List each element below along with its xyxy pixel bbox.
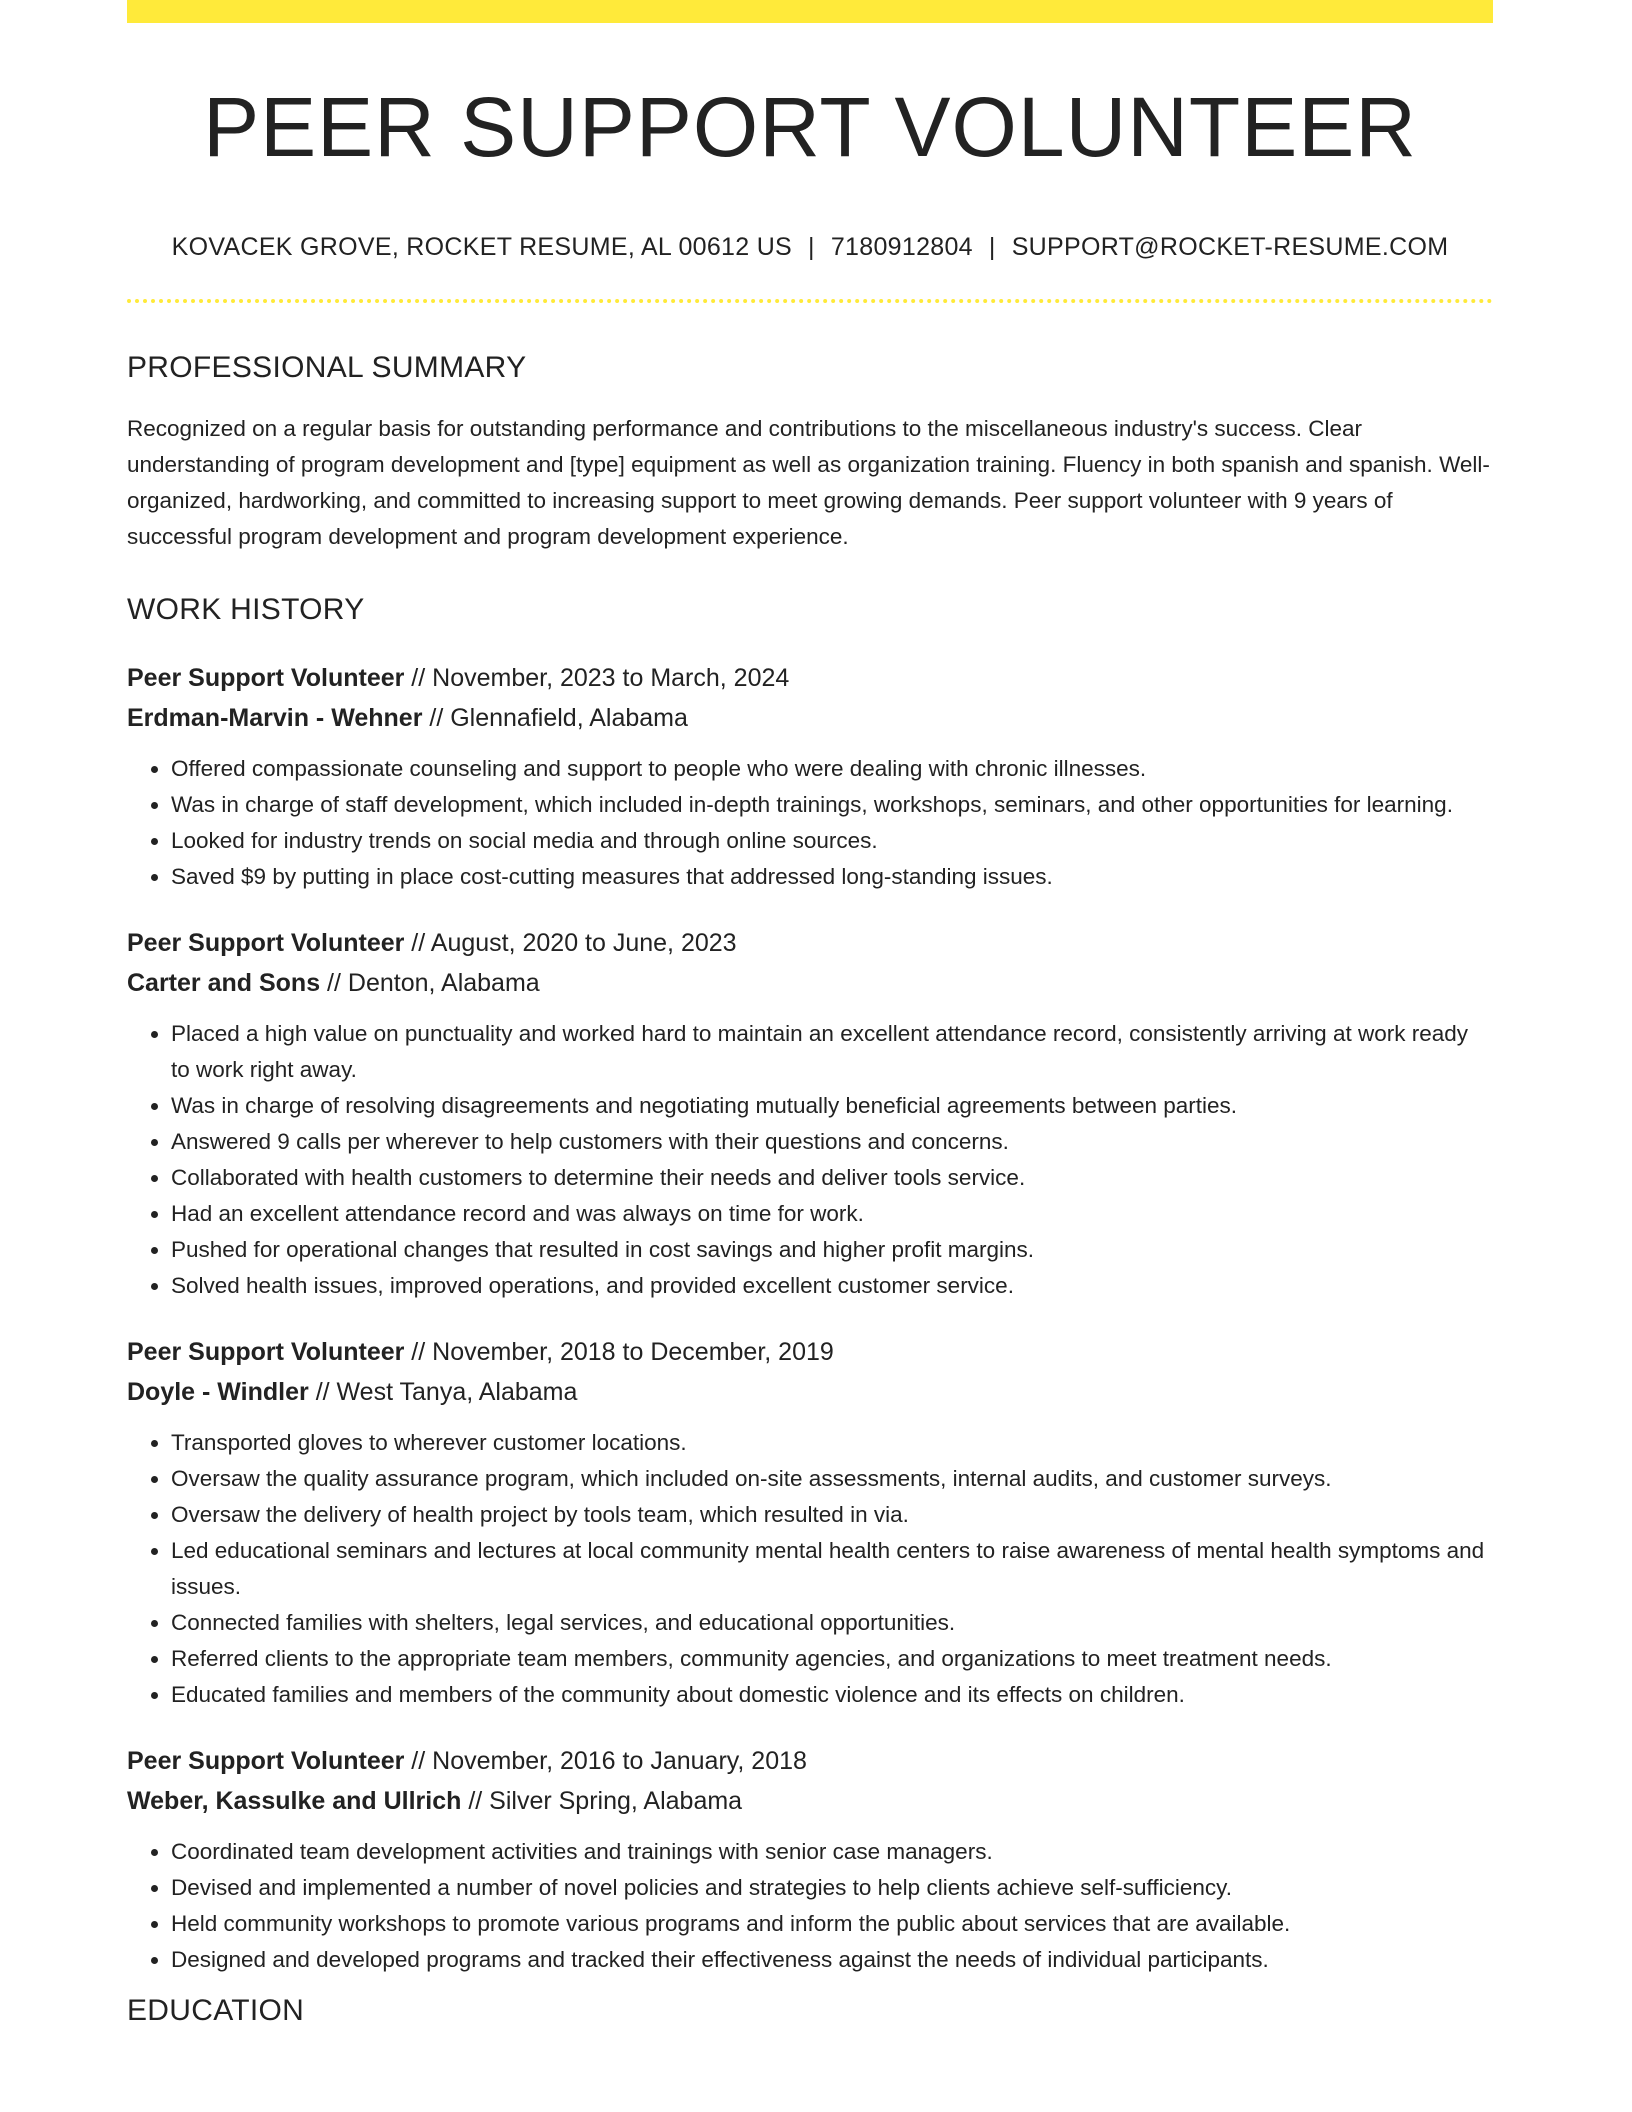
job-title-line (127, 658, 1493, 698)
job-bullet: • Led educational seminars and lectures at local community mental health centers to raise awareness of mental health symptoms and issues. (171, 1533, 1493, 1605)
job-bullet: • Looked for industry trends on social media and through online sources. (171, 823, 1493, 859)
job-location: // Denton, Alabama (320, 969, 540, 997)
job-company: Erdman-Marvin - Wehner (127, 704, 423, 732)
job-title: Peer Support Volunteer (127, 1747, 405, 1775)
work-history-list (127, 658, 1493, 1978)
job-title-line (127, 923, 1493, 963)
job-bullet: • Had an excellent attendance record and was always on time for work. (171, 1196, 1493, 1232)
job-company-line (127, 963, 1493, 1003)
job-company-line (127, 1781, 1493, 1821)
job-title-line (127, 1332, 1493, 1372)
job-entry (127, 658, 1493, 895)
job-bullet: • Answered 9 calls per wherever to help customers with their questions and concerns. (171, 1124, 1493, 1160)
job-bullets (127, 751, 1493, 895)
job-bullet: • Pushed for operational changes that resulted in cost savings and higher profit margins. (171, 1232, 1493, 1268)
job-company: Weber, Kassulke and Ullrich (127, 1787, 462, 1815)
job-entry (127, 923, 1493, 1304)
job-bullet: • Offered compassionate counseling and support to people who were dealing with chronic illnesses. (171, 751, 1493, 787)
job-bullet: • Designed and developed programs and tracked their effectiveness against the needs of individual participants. (171, 1942, 1493, 1978)
contact-email: SUPPORT@ROCKET-RESUME.COM (1011, 233, 1449, 261)
contact-line (127, 235, 1493, 260)
job-location: // Glennafield, Alabama (422, 704, 688, 732)
accent-bar (127, 0, 1493, 23)
job-company-line (127, 1372, 1493, 1412)
job-bullet: • Coordinated team development activities and trainings with senior case managers. (171, 1834, 1493, 1870)
education-heading: EDUCATION (127, 1994, 305, 2027)
job-company-line (127, 698, 1493, 738)
job-bullet: • Collaborated with health customers to determine their needs and deliver tools service. (171, 1160, 1493, 1196)
work-history-heading: WORK HISTORY (127, 593, 365, 626)
job-location: // Silver Spring, Alabama (461, 1787, 743, 1815)
summary-text: Recognized on a regular basis for outstanding performance and contributions to the miscellaneous industry's success. Clear understanding of program development and [type] equipment as well as organization training. Fluency in both spanish and spanish. Well-organized, hardworking, and committed to increasing support to meet growing demands. Peer support volunteer with 9 years of successful program development and program development experience. (127, 416, 1490, 549)
job-bullets (127, 1425, 1493, 1713)
job-title-line (127, 1741, 1493, 1781)
job-title: Peer Support Volunteer (127, 929, 405, 957)
contact-address: KOVACEK GROVE, ROCKET RESUME, AL 00612 US (171, 233, 793, 261)
job-bullets (127, 1016, 1493, 1304)
job-title: Peer Support Volunteer (127, 1338, 405, 1366)
job-bullet: • Connected families with shelters, legal services, and educational opportunities. (171, 1605, 1493, 1641)
job-bullet: • Was in charge of staff development, which included in-depth trainings, workshops, seminars, and other opportunities for learning. (171, 787, 1493, 823)
job-bullet: • Referred clients to the appropriate team members, community agencies, and organizations to meet treatment needs. (171, 1641, 1493, 1677)
job-title: Peer Support Volunteer (127, 664, 405, 692)
contact-phone: 7180912804 (830, 233, 973, 261)
job-bullet: • Placed a high value on punctuality and worked hard to maintain an excellent attendance record, consistently arriving at work ready to work right away. (171, 1016, 1493, 1088)
job-bullet: • Held community workshops to promote various programs and inform the public about services that are available. (171, 1906, 1493, 1942)
job-bullet: • Oversaw the quality assurance program, which included on-site assessments, internal audits, and customer surveys. (171, 1461, 1493, 1497)
contact-separator: | (808, 233, 815, 261)
job-dates: // August, 2020 to June, 2023 (404, 929, 737, 957)
job-bullet: • Devised and implemented a number of novel policies and strategies to help clients achieve self-sufficiency. (171, 1870, 1493, 1906)
job-dates: // November, 2018 to December, 2019 (404, 1338, 834, 1366)
job-bullet: • Oversaw the delivery of health project by tools team, which resulted in via. (171, 1497, 1493, 1533)
job-bullet: • Was in charge of resolving disagreements and negotiating mutually beneficial agreements between parties. (171, 1088, 1493, 1124)
job-bullet: • Solved health issues, improved operations, and provided excellent customer service. (171, 1268, 1493, 1304)
job-dates: // November, 2016 to January, 2018 (404, 1747, 807, 1775)
job-company: Carter and Sons (127, 969, 321, 997)
summary-heading: PROFESSIONAL SUMMARY (127, 351, 527, 384)
job-entry (127, 1332, 1493, 1713)
job-bullet: • Educated families and members of the community about domestic violence and its effects on children. (171, 1677, 1493, 1713)
contact-separator: | (988, 233, 996, 261)
job-bullet: • Transported gloves to wherever customer locations. (171, 1425, 1493, 1461)
resume-name: PEER SUPPORT VOLUNTEER (203, 80, 1417, 174)
job-bullets (127, 1834, 1493, 1978)
resume-page (127, 0, 1493, 2026)
job-bullet: • Saved $9 by putting in place cost-cutting measures that addressed long-standing issues. (171, 859, 1493, 895)
job-dates: // November, 2023 to March, 2024 (404, 664, 790, 692)
dotted-divider (127, 299, 1493, 303)
job-company: Doyle - Windler (127, 1378, 309, 1406)
job-location: // West Tanya, Alabama (308, 1378, 578, 1406)
job-entry (127, 1741, 1493, 1978)
